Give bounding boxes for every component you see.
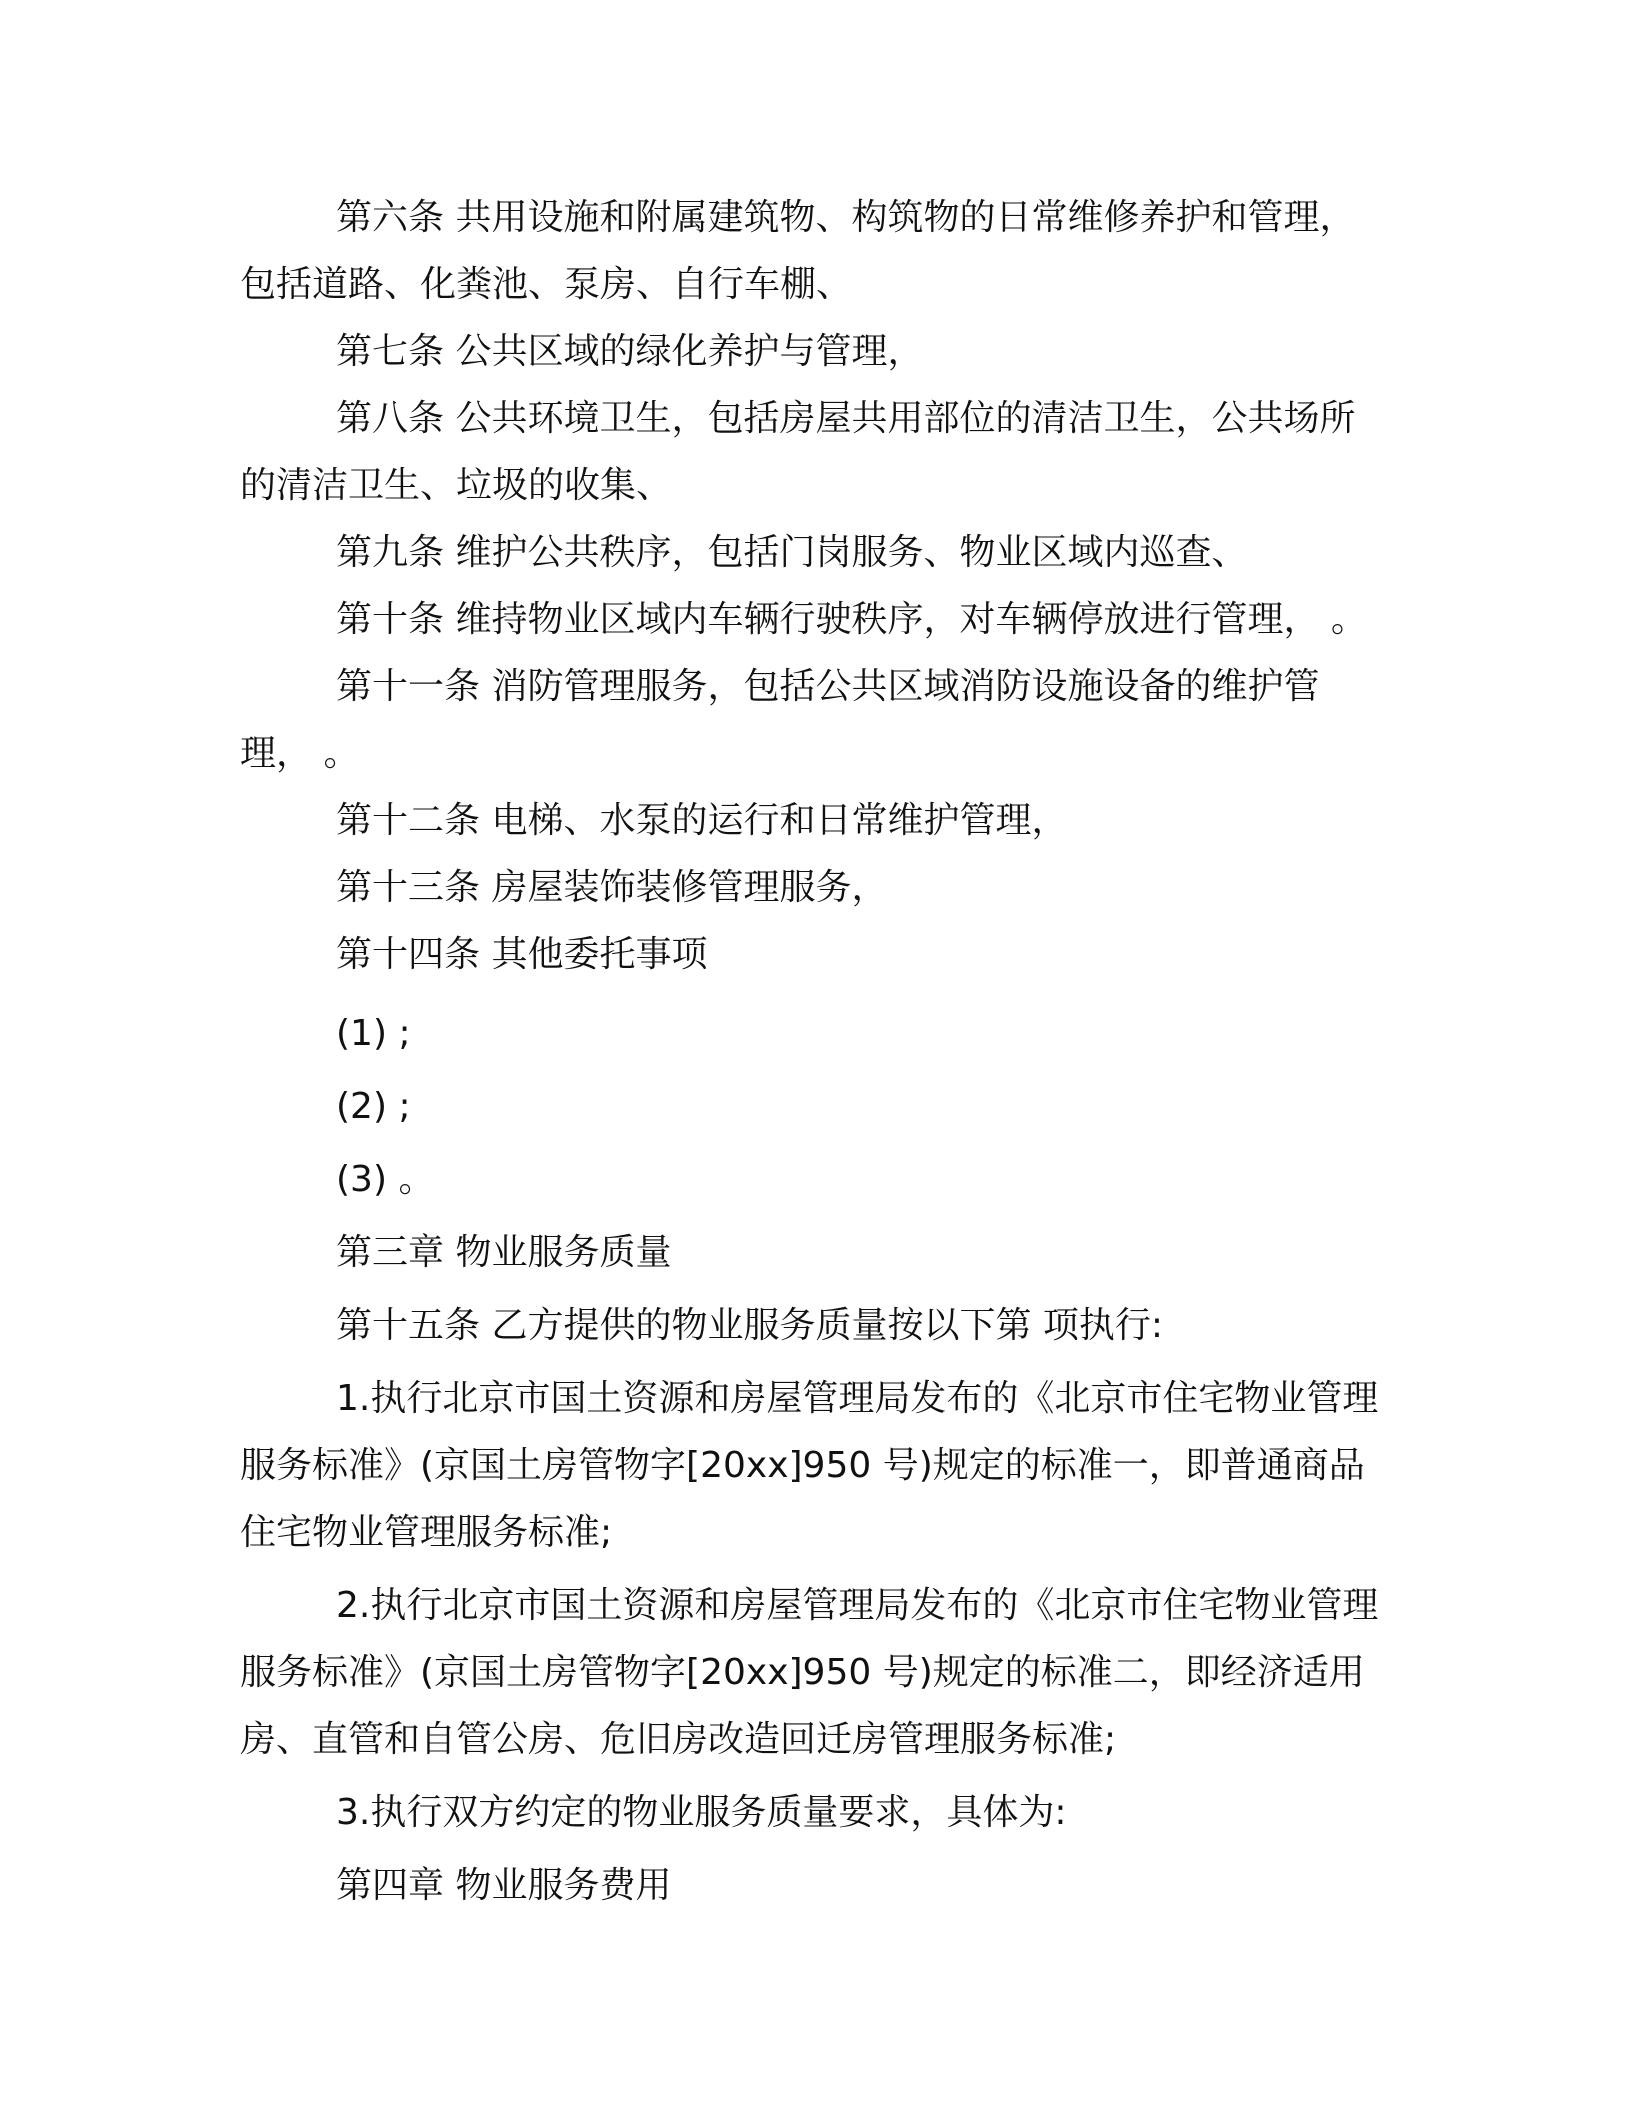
article-15: 第十五条 乙方提供的物业服务质量按以下第 项执行: [336, 1305, 1164, 1346]
article-10: 第十条 维持物业区域内车辆行驶秩序，对车辆停放进行管理， 。 [336, 599, 1367, 640]
article-6: 第六条 共用设施和附属建筑物、构筑物的日常维修养护和管理，包括道路、化粪池、泵房、自行车棚、 [240, 197, 1356, 305]
article-12: 第十二条 电梯、水泵的运行和日常维护管理， [336, 800, 1068, 841]
article-9: 第九条 维护公共秩序，包括门岗服务、物业区域内巡查、 [336, 532, 1248, 573]
article-11: 第十一条 消防管理服务，包括公共区域消防设施设备的维护管理， 。 [240, 666, 1320, 774]
quality-option-3: 3.执行双方约定的物业服务质量要求，具体为: [336, 1792, 1067, 1833]
quality-option-1: 1.执行北京市国土资源和房屋管理局发布的《北京市住宅物业管理服务标准》(京国土房管物字[20xx]950 号)规定的标准一，即普通商品住宅物业管理服务标准; [240, 1378, 1379, 1553]
list-item-1: (1) ; [336, 1013, 411, 1054]
chapter-4-heading: 第四章 物业服务费用 [336, 1865, 672, 1906]
chapter-3-heading: 第三章 物业服务质量 [336, 1232, 672, 1273]
document-body [240, 184, 1390, 1919]
article-14: 第十四条 其他委托事项 [336, 934, 708, 975]
list-item-3: (3) 。 [336, 1159, 435, 1200]
article-8: 第八条 公共环境卫生，包括房屋共用部位的清洁卫生，公共场所的清洁卫生、垃圾的收集、 [240, 398, 1356, 506]
article-13: 第十三条 房屋装饰装修管理服务， [336, 867, 888, 908]
list-item-2: (2) ; [336, 1086, 411, 1127]
article-7: 第七条 公共区域的绿化养护与管理， [336, 331, 924, 372]
quality-option-2: 2.执行北京市国土资源和房屋管理局发布的《北京市住宅物业管理服务标准》(京国土房管物字[20xx]950 号)规定的标准二，即经济适用房、直管和自管公房、危旧房改造回迁房管理服务标准; [240, 1585, 1379, 1760]
